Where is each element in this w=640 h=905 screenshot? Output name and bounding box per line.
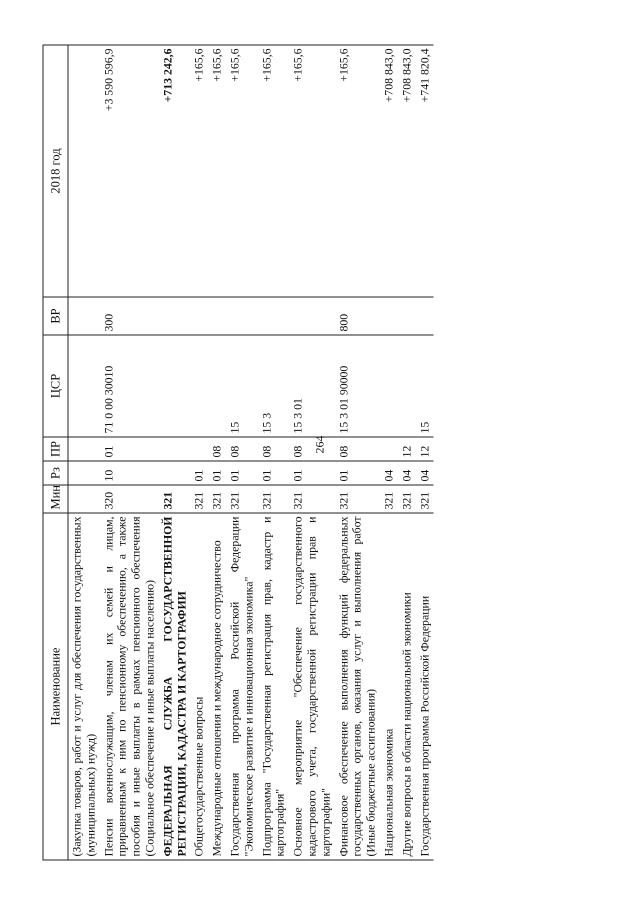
cell-rz: 04 (398, 461, 416, 485)
budget-table (43, 44, 434, 860)
cell-pr: 08 (290, 437, 335, 461)
cell-rz: 01 (335, 461, 380, 485)
cell-min: 321 (416, 485, 434, 513)
table-row (209, 45, 227, 860)
cell-rz: 04 (380, 461, 398, 485)
cell-name: Финансовое обеспечение выполнения функций федеральных государственных органов, оказания услуг и выполнения работ (Иные бюджетные ассигнования) (335, 513, 380, 860)
cell-name: Национальная экономика (380, 513, 398, 860)
cell-min: 320 (100, 485, 159, 513)
cell-value (68, 45, 100, 297)
cell-pr: 08 (335, 437, 380, 461)
cell-pr: 08 (209, 437, 227, 461)
cell-name: Государственная программа Российской Федерации (416, 513, 434, 860)
cell-value: +708 843,0 (398, 45, 416, 297)
cell-pr: 12 (398, 437, 416, 461)
table-row (68, 45, 100, 860)
cell-name: Международные отношения и международное сотрудничество (209, 513, 227, 860)
cell-vr (159, 297, 191, 335)
cell-pr (380, 437, 398, 461)
cell-pr: 08 (258, 437, 290, 461)
cell-name: ФЕДЕРАЛЬНАЯ СЛУЖБА ГОСУДАРСТВЕННОЙ РЕГИСТРАЦИИ, КАДАСТРА И КАРТОГРАФИИ (159, 513, 191, 860)
cell-vr (68, 297, 100, 335)
cell-pr: 08 (226, 437, 258, 461)
cell-csr (380, 335, 398, 437)
cell-name: Общегосударственные вопросы (191, 513, 209, 860)
cell-vr (258, 297, 290, 335)
header-vr: ВР (43, 297, 68, 335)
cell-name: Государственная программа Российской Федерации "Экономическое развитие и инновационная экономика" (226, 513, 258, 860)
cell-csr: 15 3 01 90000 (335, 335, 380, 437)
table-row (258, 45, 290, 860)
cell-min: 321 (258, 485, 290, 513)
cell-vr (380, 297, 398, 335)
cell-value: +165,6 (258, 45, 290, 297)
cell-csr: 15 3 01 (290, 335, 335, 437)
cell-value: +708 843,0 (380, 45, 398, 297)
header-year: 2018 год (43, 45, 68, 297)
cell-name: Подпрограмма "Государственная регистрация прав, кадастр и картография" (258, 513, 290, 860)
budget-table-container (43, 45, 598, 860)
cell-pr: 01 (100, 437, 159, 461)
header-min: Мин (43, 485, 68, 513)
cell-csr: 71 0 00 30010 (100, 335, 159, 437)
table-body (68, 45, 434, 860)
table-header (43, 45, 68, 860)
cell-value: +165,6 (226, 45, 258, 297)
cell-csr (68, 335, 100, 437)
cell-pr (191, 437, 209, 461)
table-row (398, 45, 416, 860)
cell-vr (398, 297, 416, 335)
cell-min: 321 (335, 485, 380, 513)
cell-value: +165,6 (191, 45, 209, 297)
cell-vr (290, 297, 335, 335)
cell-rz: 10 (100, 461, 159, 485)
cell-csr (159, 335, 191, 437)
cell-rz: 01 (209, 461, 227, 485)
cell-min: 321 (380, 485, 398, 513)
table-row (191, 45, 209, 860)
table-row (159, 45, 191, 860)
header-csr: ЦСР (43, 335, 68, 437)
cell-value: +165,6 (209, 45, 227, 297)
header-name: Наименование (43, 513, 68, 860)
cell-min: 321 (290, 485, 335, 513)
cell-min (68, 485, 100, 513)
cell-name: Основное мероприятие "Обеспечение государственного кадастрового учета, государственной регистрации прав и картографии" (290, 513, 335, 860)
header-rz: Рз (43, 461, 68, 485)
cell-csr (398, 335, 416, 437)
cell-pr (68, 437, 100, 461)
cell-csr (191, 335, 209, 437)
cell-csr: 15 (226, 335, 258, 437)
header-row (43, 45, 68, 860)
cell-vr (416, 297, 434, 335)
cell-pr: 12 (416, 437, 434, 461)
table-row (335, 45, 380, 860)
cell-value: +165,6 (290, 45, 335, 297)
cell-rz: 01 (290, 461, 335, 485)
cell-name: Пенсии военнослужащим, членам их семей и лицам, приравненным к ним по пенсионному обеспечению, а также пособия и иные выплаты в рамках пенсионного обеспечения (Социальное обеспечение и иные выплаты населению) (100, 513, 159, 860)
table-row (226, 45, 258, 860)
cell-min: 321 (209, 485, 227, 513)
cell-csr (209, 335, 227, 437)
cell-name: (Закупка товаров, работ и услуг для обеспечения государственных (муниципальных) нужд) (68, 513, 100, 860)
cell-vr: 800 (335, 297, 380, 335)
cell-value: +713 242,6 (159, 45, 191, 297)
cell-min: 321 (159, 485, 191, 513)
cell-vr (191, 297, 209, 335)
cell-pr (159, 437, 191, 461)
cell-vr (209, 297, 227, 335)
table-row (100, 45, 159, 860)
cell-rz (159, 461, 191, 485)
cell-csr: 15 3 (258, 335, 290, 437)
page-number: 264 (312, 435, 327, 454)
cell-rz: 01 (258, 461, 290, 485)
table-row (290, 45, 335, 860)
cell-rz: 04 (416, 461, 434, 485)
cell-value: +165,6 (335, 45, 380, 297)
cell-min: 321 (226, 485, 258, 513)
cell-value: +741 820,4 (416, 45, 434, 297)
cell-rz: 01 (191, 461, 209, 485)
header-pr: ПР (43, 437, 68, 461)
cell-name: Другие вопросы в области национальной экономики (398, 513, 416, 860)
table-row (416, 45, 434, 860)
cell-min: 321 (191, 485, 209, 513)
table-row (380, 45, 398, 860)
cell-rz: 01 (226, 461, 258, 485)
cell-rz (68, 461, 100, 485)
cell-vr: 300 (100, 297, 159, 335)
cell-min: 321 (398, 485, 416, 513)
cell-value: +3 590 596,9 (100, 45, 159, 297)
cell-vr (226, 297, 258, 335)
cell-csr: 15 (416, 335, 434, 437)
